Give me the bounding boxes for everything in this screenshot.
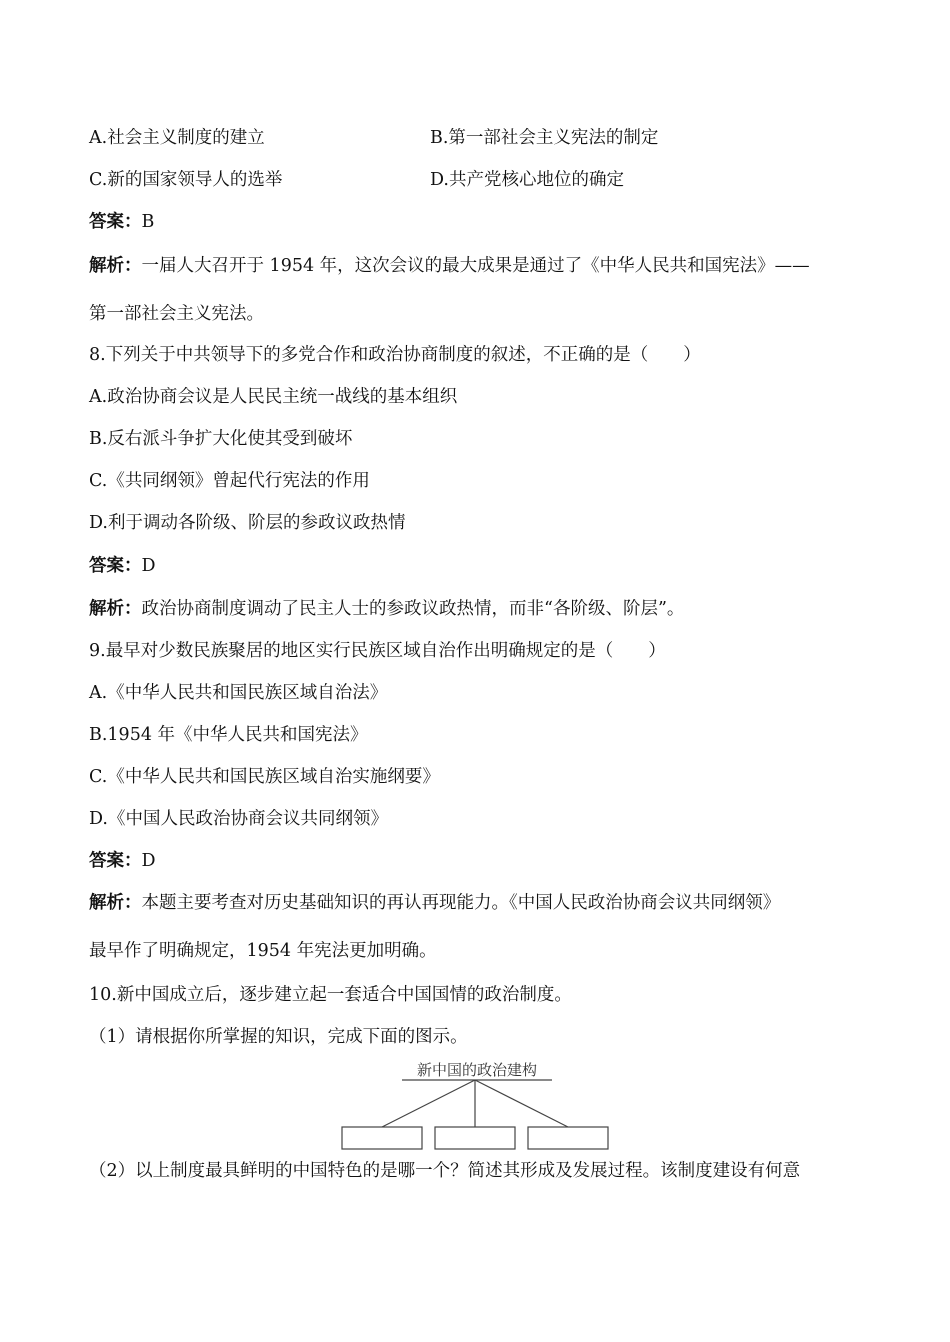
q7-option-a: A.社会主义制度的建立 xyxy=(89,128,265,148)
blank-box-right xyxy=(528,1127,608,1149)
q9-analysis xyxy=(89,891,780,915)
blank-box-middle xyxy=(435,1127,515,1149)
q9-option-c: C.《中华人民共和国民族区域自治实施纲要》 xyxy=(89,767,440,787)
analysis-label: 解析： xyxy=(89,256,142,276)
q8-option-a: A.政治协商会议是人民民主统一战线的基本组织 xyxy=(89,387,458,407)
q9-analysis-continued: 最早作了明确规定，1954 年宪法更加明确。 xyxy=(89,941,437,961)
q10-sub-question-2: （2）以上制度最具鲜明的中国特色的是哪一个？简述其形成及发展过程。该制度建设有何意 xyxy=(89,1161,801,1181)
q7-option-c: C.新的国家领导人的选举 xyxy=(89,170,283,190)
q9-option-a: A.《中华人民共和国民族区域自治法》 xyxy=(89,683,388,703)
q9-stem: 9.最早对少数民族聚居的地区实行民族区域自治作出明确规定的是（ ） xyxy=(89,641,666,661)
analysis-text: 政治协商制度调动了民主人士的参政议政热情，而非“各阶级、阶层”。 xyxy=(141,599,685,619)
analysis-label: 解析： xyxy=(89,893,142,913)
q8-analysis xyxy=(89,597,684,621)
q8-answer xyxy=(89,554,156,578)
diagram-title: 新中国的政治建构 xyxy=(416,1061,537,1079)
answer-value: B xyxy=(141,212,155,232)
blank-box-left xyxy=(342,1127,422,1149)
q9-answer xyxy=(89,849,156,873)
q7-analysis-continued: 第一部社会主义宪法。 xyxy=(89,304,264,324)
q7-option-d: D.共产党核心地位的确定 xyxy=(430,170,624,190)
answer-label: 答案： xyxy=(89,556,142,576)
answer-value: D xyxy=(141,851,156,871)
political-structure-diagram xyxy=(340,1060,615,1155)
q7-answer xyxy=(89,210,154,234)
q8-option-c: C.《共同纲领》曾起代行宪法的作用 xyxy=(89,471,370,491)
q9-option-d: D.《中国人民政治协商会议共同纲领》 xyxy=(89,809,388,829)
q10-stem: 10.新中国成立后，逐步建立起一套适合中国国情的政治制度。 xyxy=(89,985,572,1005)
answer-label: 答案： xyxy=(89,851,142,871)
q7-analysis xyxy=(89,254,810,278)
q10-sub-question-1: （1）请根据你所掌握的知识，完成下面的图示。 xyxy=(89,1027,468,1047)
q8-stem: 8.下列关于中共领导下的多党合作和政治协商制度的叙述，不正确的是（ ） xyxy=(89,345,701,365)
analysis-text: 一届人大召开于 1954 年，这次会议的最大成果是通过了《中华人民共和国宪法》—— xyxy=(141,256,810,276)
answer-label: 答案： xyxy=(89,212,142,232)
analysis-label: 解析： xyxy=(89,599,142,619)
q8-option-d: D.利于调动各阶级、阶层的参政议政热情 xyxy=(89,513,406,533)
q9-option-b: B.1954 年《中华人民共和国宪法》 xyxy=(89,725,368,745)
q8-option-b: B.反右派斗争扩大化使其受到破坏 xyxy=(89,429,353,449)
answer-value: D xyxy=(141,556,156,576)
q7-option-b: B.第一部社会主义宪法的制定 xyxy=(430,128,659,148)
analysis-text: 本题主要考查对历史基础知识的再认再现能力。《中国人民政治协商会议共同纲领》 xyxy=(141,893,781,913)
